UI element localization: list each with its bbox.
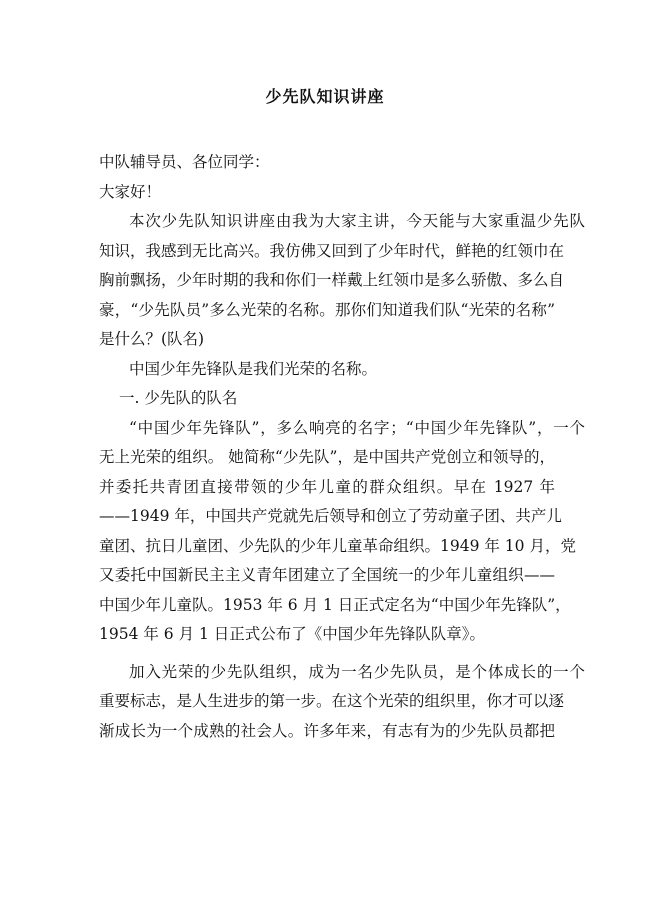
document-title: 少先队知识讲座: [265, 87, 385, 106]
document-body: [99, 148, 585, 746]
paragraph-gap: [99, 650, 555, 658]
paragraph-line: ——1949 年，中国共产党就先后领导和创立了劳动童子团、共产儿: [99, 507, 562, 525]
paragraph-line: 重要标志，是人生进步的第一步。在这个光荣的组织里，你才可以逐: [99, 692, 565, 710]
paragraph-line: “中国少年先锋队”，多么响亮的名字；“中国少年先锋队”，一个: [129, 418, 585, 437]
paragraph-line: 中国少年先锋队是我们光荣的名称。: [129, 359, 378, 378]
paragraph-line: 无上光荣的组织。 她简称“少先队”，是中国共产党创立和领导的，: [99, 448, 555, 466]
paragraph-line: 知识，我感到无比高兴。我仿佛又回到了少年时代，鲜艳的红领巾在: [99, 241, 565, 260]
paragraph-line: 并委托共青团直接带领的少年儿童的群众组织。早在 1927 年: [99, 477, 555, 496]
paragraph-line: 中国少年儿童队。1953 年 6 月 1 日正式定名为“中国少年先锋队”，: [99, 595, 571, 614]
paragraph-line: 又委托中国新民主主义青年团建立了全国统一的少年儿童组织——: [99, 566, 555, 584]
section-heading: 一. 少先队的队名: [119, 389, 238, 407]
salutation: 中队辅导员、各位同学：: [99, 153, 270, 171]
paragraph-line: 胸前飘扬，少年时期的我和你们一样戴上红领巾是多么骄傲、多么自: [99, 271, 565, 289]
paragraph-line: 是什么？(队名): [99, 330, 205, 348]
paragraph-line: 1954 年 6 月 1 日正式公布了《中国少年先锋队队章》。: [99, 625, 486, 643]
paragraph-line: 渐成长为一个成熟的社会人。许多年来，有志有为的少先队员都把: [99, 721, 555, 740]
paragraph-line: 童团、抗日儿童团、少先队的少年儿童革命组织。1949 年 10 月，党: [99, 536, 576, 555]
paragraph-line: 加入光荣的少先队组织，成为一名少先队员，是个体成长的一个: [129, 662, 585, 681]
paragraph-line: 本次少先队知识讲座由我为大家主讲，今天能与大家重温少先队: [129, 212, 585, 230]
paragraph-line: 豪，“少先队员”多么光荣的名称。那你们知道我们队“光荣的名称”: [99, 300, 555, 319]
greeting: 大家好！: [99, 182, 162, 201]
